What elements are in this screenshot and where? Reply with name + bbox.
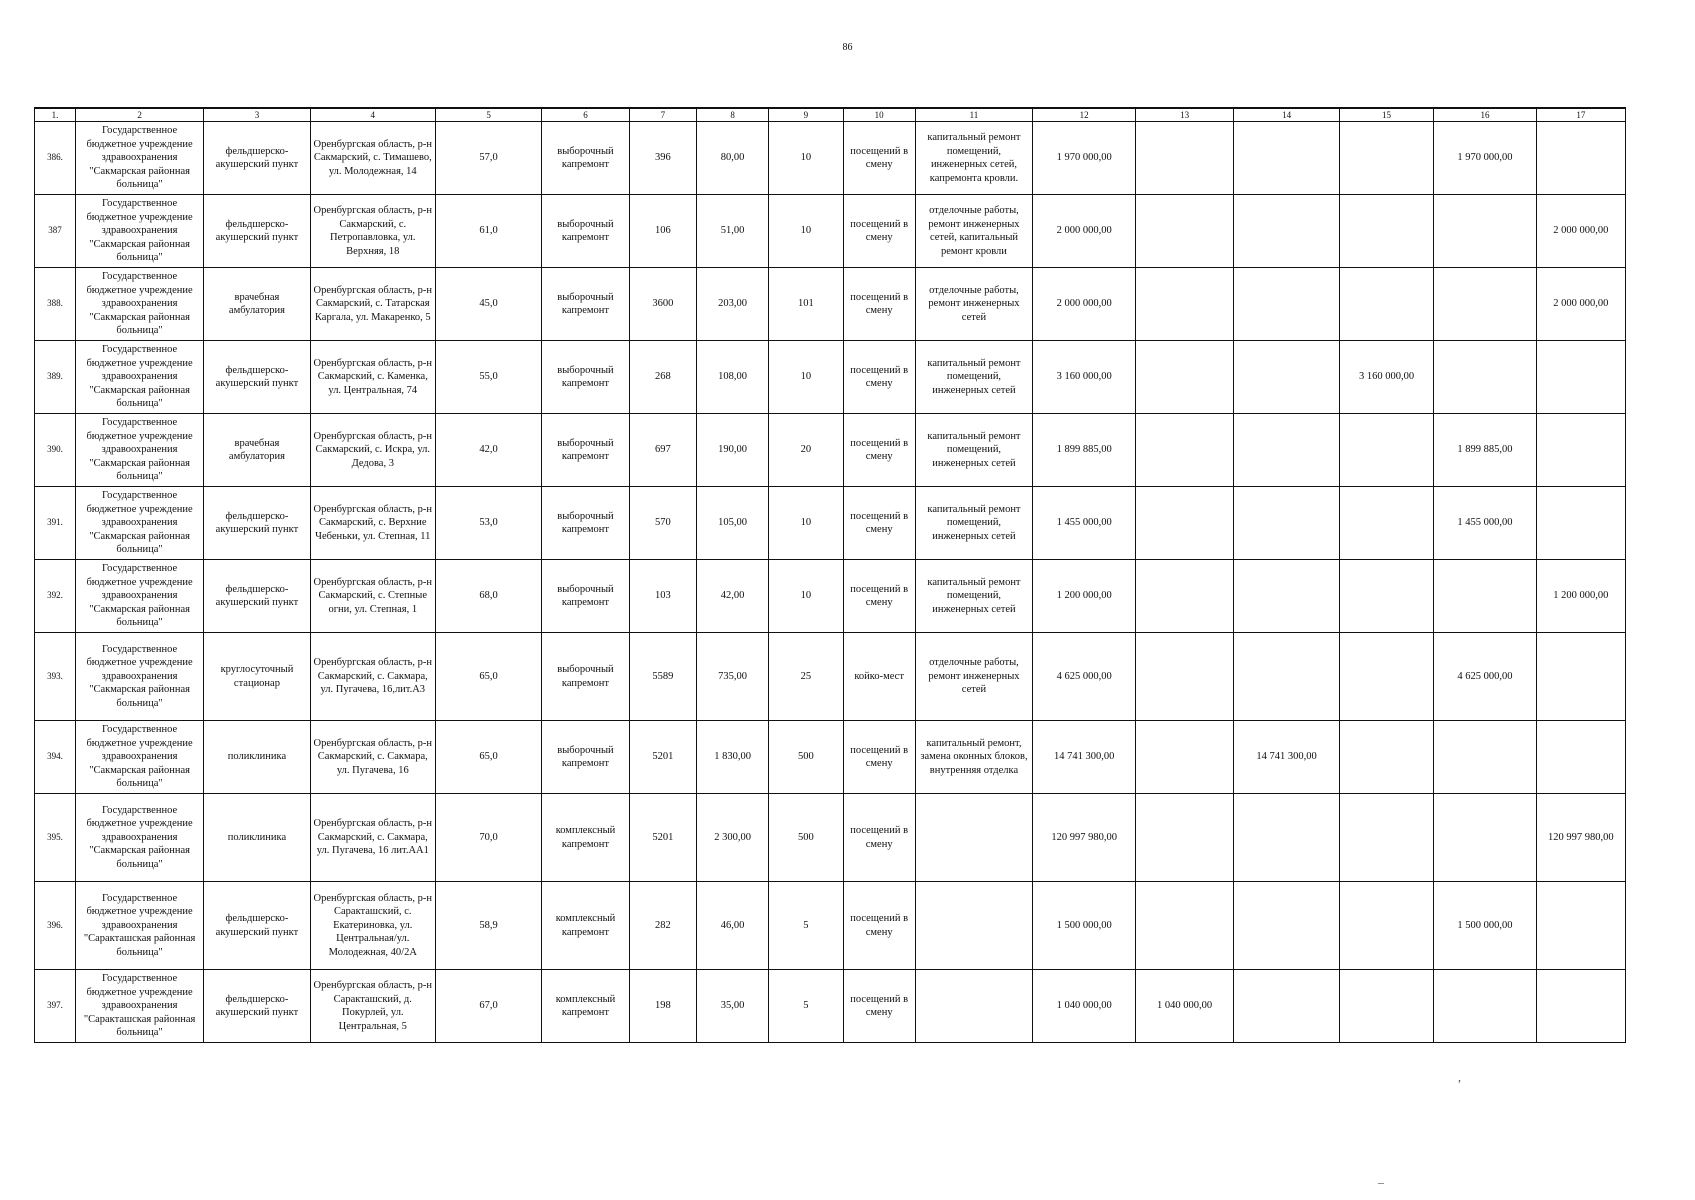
table-row xyxy=(35,195,1626,268)
cost-col-16: 1 455 000,00 xyxy=(1434,487,1537,560)
capacity-value: 80,00 xyxy=(697,122,769,195)
facility-type: врачебная амбулатория xyxy=(204,268,311,341)
capacity-unit: посещений в смену xyxy=(843,487,915,560)
capacity: 10 xyxy=(768,487,843,560)
address: Оренбургская область, р-н Сакмарский, с. Сакмара, ул. Пугачева, 16 лит.АА1 xyxy=(310,794,435,882)
work-description: капитальный ремонт помещений, инженерных сетей, капремонта кровли. xyxy=(915,122,1033,195)
area: 3600 xyxy=(629,268,697,341)
wear-percent: 53,0 xyxy=(435,487,542,560)
cost-col-14 xyxy=(1234,341,1340,414)
repair-type: выборочный капремонт xyxy=(542,487,629,560)
row-number: 392. xyxy=(35,560,76,633)
work-description: отделочные работы, ремонт инженерных сетей xyxy=(915,633,1033,721)
page-number: 86 xyxy=(842,42,853,53)
institution-name: Государственное бюджетное учреждение здравоохранения "Сакмарская районная больница" xyxy=(76,195,204,268)
work-description: капитальный ремонт помещений, инженерных сетей xyxy=(915,341,1033,414)
cost-col-16 xyxy=(1434,341,1537,414)
cost-col-16 xyxy=(1434,268,1537,341)
work-description: капитальный ремонт помещений, инженерных сетей xyxy=(915,414,1033,487)
wear-percent: 55,0 xyxy=(435,341,542,414)
cost-col-14 xyxy=(1234,195,1340,268)
total-cost: 14 741 300,00 xyxy=(1033,721,1136,794)
row-number: 390. xyxy=(35,414,76,487)
capacity-value: 42,00 xyxy=(697,560,769,633)
capacity-value: 735,00 xyxy=(697,633,769,721)
cost-col-15 xyxy=(1339,195,1433,268)
cost-col-17 xyxy=(1536,122,1625,195)
address: Оренбургская область, р-н Сакмарский, с. Степные огни, ул. Степная, 1 xyxy=(310,560,435,633)
cost-col-14 xyxy=(1234,882,1340,970)
area: 106 xyxy=(629,195,697,268)
capacity: 20 xyxy=(768,414,843,487)
column-number-13: 13 xyxy=(1135,108,1233,122)
capacity-unit: посещений в смену xyxy=(843,560,915,633)
column-number-14: 14 xyxy=(1234,108,1340,122)
facility-type: фельдшерско-акушерский пункт xyxy=(204,560,311,633)
work-description xyxy=(915,970,1033,1043)
cost-col-16 xyxy=(1434,970,1537,1043)
area: 697 xyxy=(629,414,697,487)
row-number: 394. xyxy=(35,721,76,794)
column-number-16: 16 xyxy=(1434,108,1537,122)
facility-type: фельдшерско-акушерский пункт xyxy=(204,970,311,1043)
cost-col-16: 4 625 000,00 xyxy=(1434,633,1537,721)
total-cost: 1 455 000,00 xyxy=(1033,487,1136,560)
address: Оренбургская область, р-н Саракташский, д. Покурлей, ул. Центральная, 5 xyxy=(310,970,435,1043)
table-row xyxy=(35,882,1626,970)
cost-col-15 xyxy=(1339,882,1433,970)
capacity-value: 46,00 xyxy=(697,882,769,970)
repair-type: комплексный капремонт xyxy=(542,970,629,1043)
repair-type: комплексный капремонт xyxy=(542,882,629,970)
wear-percent: 58,9 xyxy=(435,882,542,970)
capacity-value: 51,00 xyxy=(697,195,769,268)
column-number-4: 4 xyxy=(310,108,435,122)
repair-type: выборочный капремонт xyxy=(542,195,629,268)
column-number-8: 8 xyxy=(697,108,769,122)
work-description: отделочные работы, ремонт инженерных сетей xyxy=(915,268,1033,341)
capital-repair-table xyxy=(34,107,1626,1043)
repair-type: выборочный капремонт xyxy=(542,721,629,794)
table-row xyxy=(35,633,1626,721)
capacity: 10 xyxy=(768,195,843,268)
facility-type: поликлиника xyxy=(204,721,311,794)
table-row xyxy=(35,414,1626,487)
capacity-value: 190,00 xyxy=(697,414,769,487)
capacity-unit: посещений в смену xyxy=(843,882,915,970)
cost-col-16: 1 970 000,00 xyxy=(1434,122,1537,195)
capacity-unit: посещений в смену xyxy=(843,268,915,341)
facility-type: фельдшерско-акушерский пункт xyxy=(204,195,311,268)
facility-type: поликлиника xyxy=(204,794,311,882)
institution-name: Государственное бюджетное учреждение здравоохранения "Сакмарская районная больница" xyxy=(76,560,204,633)
capacity-unit: посещений в смену xyxy=(843,970,915,1043)
capacity: 101 xyxy=(768,268,843,341)
address: Оренбургская область, р-н Сакмарский, с. Сакмара, ул. Пугачева, 16,лит.А3 xyxy=(310,633,435,721)
cost-col-15 xyxy=(1339,414,1433,487)
capacity: 5 xyxy=(768,882,843,970)
wear-percent: 45,0 xyxy=(435,268,542,341)
scan-mark: – xyxy=(1378,1175,1384,1189)
column-number-17: 17 xyxy=(1536,108,1625,122)
cost-col-13 xyxy=(1135,268,1233,341)
facility-type: фельдшерско-акушерский пункт xyxy=(204,882,311,970)
total-cost: 1 970 000,00 xyxy=(1033,122,1136,195)
area: 5201 xyxy=(629,721,697,794)
institution-name: Государственное бюджетное учреждение здравоохранения "Саракташская районная больница" xyxy=(76,882,204,970)
cost-col-15 xyxy=(1339,122,1433,195)
institution-name: Государственное бюджетное учреждение здравоохранения "Саракташская районная больница" xyxy=(76,970,204,1043)
area: 5589 xyxy=(629,633,697,721)
wear-percent: 61,0 xyxy=(435,195,542,268)
work-description: капитальный ремонт помещений, инженерных сетей xyxy=(915,487,1033,560)
area: 282 xyxy=(629,882,697,970)
capacity-unit: посещений в смену xyxy=(843,721,915,794)
row-number: 391. xyxy=(35,487,76,560)
area: 570 xyxy=(629,487,697,560)
cost-col-16 xyxy=(1434,195,1537,268)
cost-col-14: 14 741 300,00 xyxy=(1234,721,1340,794)
cost-col-16 xyxy=(1434,560,1537,633)
cost-col-13 xyxy=(1135,560,1233,633)
cost-col-14 xyxy=(1234,970,1340,1043)
table-row xyxy=(35,794,1626,882)
capacity-unit: посещений в смену xyxy=(843,195,915,268)
address: Оренбургская область, р-н Сакмарский, с. Верхние Чебеньки, ул. Степная, 11 xyxy=(310,487,435,560)
cost-col-13 xyxy=(1135,414,1233,487)
cost-col-17: 120 997 980,00 xyxy=(1536,794,1625,882)
wear-percent: 68,0 xyxy=(435,560,542,633)
cost-col-15 xyxy=(1339,268,1433,341)
capacity-unit: койко-мест xyxy=(843,633,915,721)
row-number: 389. xyxy=(35,341,76,414)
total-cost: 2 000 000,00 xyxy=(1033,195,1136,268)
scan-mark: , xyxy=(1458,1070,1461,1084)
column-number-12: 12 xyxy=(1033,108,1136,122)
address: Оренбургская область, р-н Сакмарский, с. Сакмара, ул. Пугачева, 16 xyxy=(310,721,435,794)
column-number-3: 3 xyxy=(204,108,311,122)
area: 396 xyxy=(629,122,697,195)
column-number-7: 7 xyxy=(629,108,697,122)
work-description xyxy=(915,882,1033,970)
column-number-6: 6 xyxy=(542,108,629,122)
table-row xyxy=(35,122,1626,195)
row-number: 386. xyxy=(35,122,76,195)
cost-col-14 xyxy=(1234,794,1340,882)
capacity-value: 105,00 xyxy=(697,487,769,560)
column-number-11: 11 xyxy=(915,108,1033,122)
cost-col-15 xyxy=(1339,560,1433,633)
address: Оренбургская область, р-н Сакмарский, с. Татарская Каргала, ул. Макаренко, 5 xyxy=(310,268,435,341)
cost-col-15 xyxy=(1339,794,1433,882)
cost-col-17 xyxy=(1536,970,1625,1043)
institution-name: Государственное бюджетное учреждение здравоохранения "Сакмарская районная больница" xyxy=(76,633,204,721)
work-description: отделочные работы, ремонт инженерных сетей, капитальный ремонт кровли xyxy=(915,195,1033,268)
wear-percent: 65,0 xyxy=(435,633,542,721)
cost-col-13 xyxy=(1135,794,1233,882)
capacity-value: 2 300,00 xyxy=(697,794,769,882)
cost-col-13: 1 040 000,00 xyxy=(1135,970,1233,1043)
wear-percent: 67,0 xyxy=(435,970,542,1043)
cost-col-17 xyxy=(1536,341,1625,414)
repair-type: выборочный капремонт xyxy=(542,633,629,721)
row-number: 396. xyxy=(35,882,76,970)
address: Оренбургская область, р-н Сакмарский, с. Каменка, ул. Центральная, 74 xyxy=(310,341,435,414)
cost-col-14 xyxy=(1234,414,1340,487)
work-description xyxy=(915,794,1033,882)
cost-col-13 xyxy=(1135,882,1233,970)
area: 268 xyxy=(629,341,697,414)
cost-col-17 xyxy=(1536,721,1625,794)
capacity-value: 108,00 xyxy=(697,341,769,414)
institution-name: Государственное бюджетное учреждение здравоохранения "Сакмарская районная больница" xyxy=(76,341,204,414)
table-row xyxy=(35,487,1626,560)
total-cost: 1 899 885,00 xyxy=(1033,414,1136,487)
cost-col-17: 2 000 000,00 xyxy=(1536,195,1625,268)
capacity-unit: посещений в смену xyxy=(843,341,915,414)
work-description: капитальный ремонт помещений, инженерных сетей xyxy=(915,560,1033,633)
column-number-2: 2 xyxy=(76,108,204,122)
repair-type: выборочный капремонт xyxy=(542,341,629,414)
cost-col-13 xyxy=(1135,341,1233,414)
column-number-15: 15 xyxy=(1339,108,1433,122)
cost-col-13 xyxy=(1135,487,1233,560)
capacity-value: 1 830,00 xyxy=(697,721,769,794)
capacity-value: 35,00 xyxy=(697,970,769,1043)
total-cost: 120 997 980,00 xyxy=(1033,794,1136,882)
total-cost: 1 200 000,00 xyxy=(1033,560,1136,633)
cost-col-16 xyxy=(1434,721,1537,794)
capacity: 5 xyxy=(768,970,843,1043)
cost-col-13 xyxy=(1135,721,1233,794)
facility-type: фельдшерско-акушерский пункт xyxy=(204,341,311,414)
wear-percent: 42,0 xyxy=(435,414,542,487)
cost-col-14 xyxy=(1234,560,1340,633)
cost-col-15 xyxy=(1339,633,1433,721)
table-row xyxy=(35,268,1626,341)
column-number-10: 10 xyxy=(843,108,915,122)
capacity-unit: посещений в смену xyxy=(843,122,915,195)
cost-col-14 xyxy=(1234,268,1340,341)
repair-type: выборочный капремонт xyxy=(542,414,629,487)
cost-col-17: 2 000 000,00 xyxy=(1536,268,1625,341)
column-number-row xyxy=(35,108,1626,122)
address: Оренбургская область, р-н Сакмарский, с. Искра, ул. Дедова, 3 xyxy=(310,414,435,487)
capacity-value: 203,00 xyxy=(697,268,769,341)
cost-col-17: 1 200 000,00 xyxy=(1536,560,1625,633)
capacity: 10 xyxy=(768,341,843,414)
institution-name: Государственное бюджетное учреждение здравоохранения "Сакмарская районная больница" xyxy=(76,487,204,560)
row-number: 393. xyxy=(35,633,76,721)
capacity: 10 xyxy=(768,122,843,195)
facility-type: врачебная амбулатория xyxy=(204,414,311,487)
cost-col-17 xyxy=(1536,633,1625,721)
row-number: 395. xyxy=(35,794,76,882)
cost-col-16: 1 500 000,00 xyxy=(1434,882,1537,970)
table-row xyxy=(35,970,1626,1043)
institution-name: Государственное бюджетное учреждение здравоохранения "Сакмарская районная больница" xyxy=(76,414,204,487)
row-number: 397. xyxy=(35,970,76,1043)
cost-col-15: 3 160 000,00 xyxy=(1339,341,1433,414)
capacity-unit: посещений в смену xyxy=(843,414,915,487)
facility-type: фельдшерско-акушерский пункт xyxy=(204,487,311,560)
cost-col-15 xyxy=(1339,721,1433,794)
address: Оренбургская область, р-н Сакмарский, с. Петропавловка, ул. Верхняя, 18 xyxy=(310,195,435,268)
facility-type: фельдшерско-акушерский пункт xyxy=(204,122,311,195)
column-number-1: 1. xyxy=(35,108,76,122)
repair-type: выборочный капремонт xyxy=(542,268,629,341)
cost-col-14 xyxy=(1234,487,1340,560)
table-row xyxy=(35,341,1626,414)
work-description: капитальный ремонт, замена оконных блоков, внутренняя отделка xyxy=(915,721,1033,794)
institution-name: Государственное бюджетное учреждение здравоохранения "Сакмарская районная больница" xyxy=(76,721,204,794)
cost-col-16: 1 899 885,00 xyxy=(1434,414,1537,487)
cost-col-14 xyxy=(1234,633,1340,721)
institution-name: Государственное бюджетное учреждение здравоохранения "Сакмарская районная больница" xyxy=(76,794,204,882)
column-number-5: 5 xyxy=(435,108,542,122)
cost-col-17 xyxy=(1536,487,1625,560)
total-cost: 1 500 000,00 xyxy=(1033,882,1136,970)
row-number: 388. xyxy=(35,268,76,341)
repair-type: выборочный капремонт xyxy=(542,560,629,633)
address: Оренбургская область, р-н Саракташский, с. Екатериновка, ул. Центральная/ул. Молодежная, 40/2А xyxy=(310,882,435,970)
table-row xyxy=(35,721,1626,794)
institution-name: Государственное бюджетное учреждение здравоохранения "Сакмарская районная больница" xyxy=(76,268,204,341)
area: 198 xyxy=(629,970,697,1043)
capacity: 25 xyxy=(768,633,843,721)
cost-col-17 xyxy=(1536,414,1625,487)
repair-type: выборочный капремонт xyxy=(542,122,629,195)
repair-type: комплексный капремонт xyxy=(542,794,629,882)
wear-percent: 70,0 xyxy=(435,794,542,882)
total-cost: 3 160 000,00 xyxy=(1033,341,1136,414)
cost-col-14 xyxy=(1234,122,1340,195)
capacity: 500 xyxy=(768,794,843,882)
facility-type: круглосуточный стационар xyxy=(204,633,311,721)
total-cost: 4 625 000,00 xyxy=(1033,633,1136,721)
wear-percent: 65,0 xyxy=(435,721,542,794)
capacity: 500 xyxy=(768,721,843,794)
total-cost: 1 040 000,00 xyxy=(1033,970,1136,1043)
capacity: 10 xyxy=(768,560,843,633)
table-row xyxy=(35,560,1626,633)
cost-col-13 xyxy=(1135,195,1233,268)
capacity-unit: посещений в смену xyxy=(843,794,915,882)
wear-percent: 57,0 xyxy=(435,122,542,195)
row-number: 387 xyxy=(35,195,76,268)
cost-col-13 xyxy=(1135,122,1233,195)
cost-col-16 xyxy=(1434,794,1537,882)
cost-col-15 xyxy=(1339,487,1433,560)
cost-col-17 xyxy=(1536,882,1625,970)
total-cost: 2 000 000,00 xyxy=(1033,268,1136,341)
area: 5201 xyxy=(629,794,697,882)
area: 103 xyxy=(629,560,697,633)
column-number-9: 9 xyxy=(768,108,843,122)
address: Оренбургская область, р-н Сакмарский, с. Тимашево, ул. Молодежная, 14 xyxy=(310,122,435,195)
cost-col-15 xyxy=(1339,970,1433,1043)
institution-name: Государственное бюджетное учреждение здравоохранения "Сакмарская районная больница" xyxy=(76,122,204,195)
cost-col-13 xyxy=(1135,633,1233,721)
